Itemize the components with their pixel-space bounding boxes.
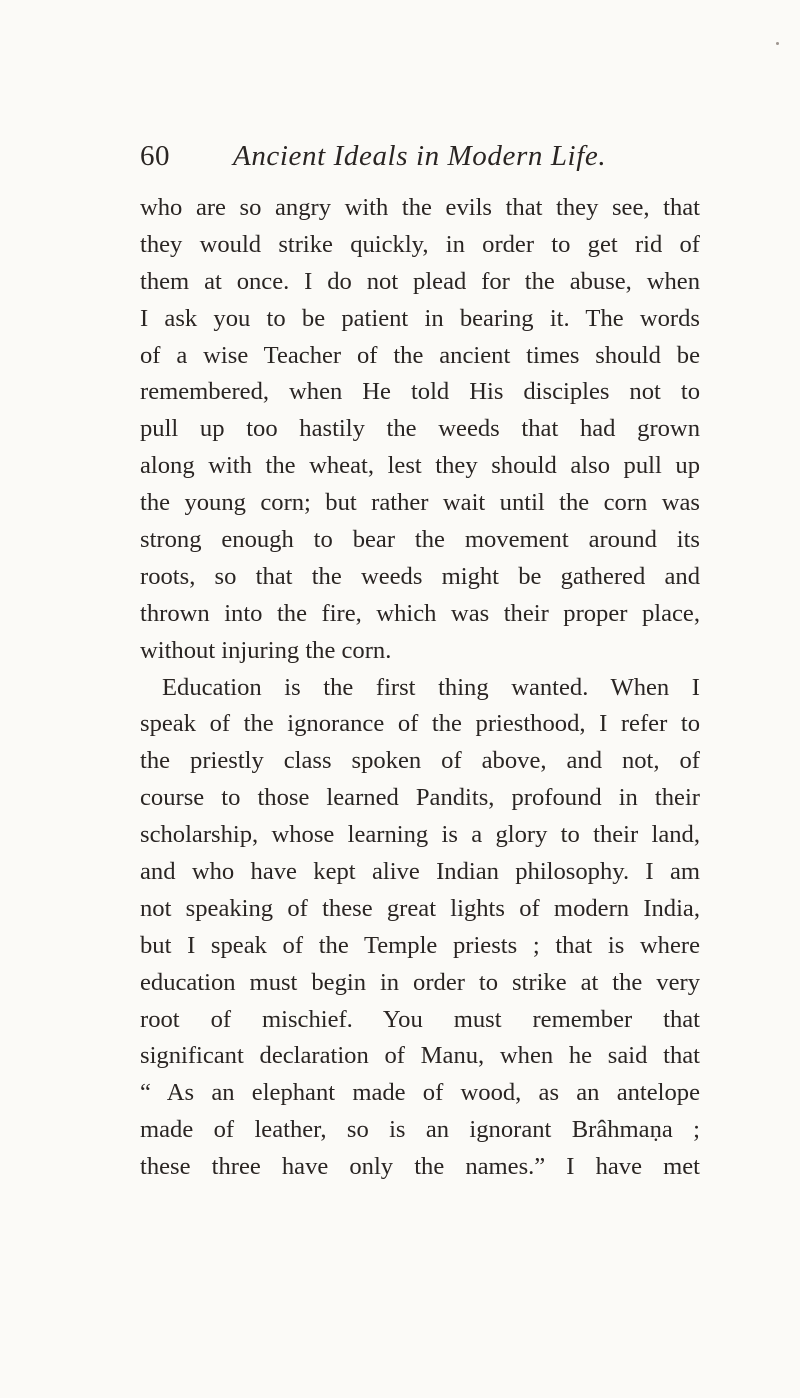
running-head [140,136,700,176]
body-text [140,190,700,1186]
text-line: they would strike quickly, in order to get rid of [140,230,700,258]
text-line: these three have only the names.” I have met [140,1153,700,1181]
text-line: thrown into the fire, which was their proper place, [140,599,700,627]
text-line: them at once. I do not plead for the abuse, when [140,267,700,295]
paper-speck [776,42,779,45]
text-line: “ As an elephant made of wood, as an antelope [140,1079,700,1107]
text-line: and who have kept alive Indian philosophy. I am [140,858,700,886]
text-line: pull up too hastily the weeds that had grown [140,415,700,443]
text-line: not speaking of these great lights of modern India, [140,894,700,922]
paragraph-first-line: Education is the first thing wanted. When I [162,673,700,701]
text-line: scholarship, whose learning is a glory to their land, [140,821,700,849]
text-line: but I speak of the Temple priests ; that is where [140,931,700,959]
text-line: speak of the ignorance of the priesthood, I refer to [140,710,700,738]
text-line: root of mischief. You must remember that [140,1005,700,1033]
paragraph-end-line: without injuring the corn. [140,636,392,664]
text-line: remembered, when He told His disciples not to [140,378,700,406]
text-line: who are so angry with the evils that they see, that [140,194,700,221]
running-title: Ancient Ideals in Modern Life. [233,140,607,172]
text-line: education must begin in order to strike at the very [140,968,700,996]
page-number: 60 [140,140,170,172]
text-line: of a wise Teacher of the ancient times should be [140,341,700,369]
text-line: course to those learned Pandits, profound in their [140,784,700,812]
text-line: along with the wheat, lest they should also pull up [140,452,700,480]
text-line: strong enough to bear the movement around its [140,526,700,554]
text-line: roots, so that the weeds might be gathered and [140,562,700,590]
text-line: the young corn; but rather wait until the corn was [140,489,700,517]
text-line: significant declaration of Manu, when he said that [140,1042,700,1070]
text-line: I ask you to be patient in bearing it. The words [140,304,700,332]
text-line: the priestly class spoken of above, and not, of [140,747,700,775]
text-line: made of leather, so is an ignorant Brâhmaṇa ; [140,1116,700,1144]
